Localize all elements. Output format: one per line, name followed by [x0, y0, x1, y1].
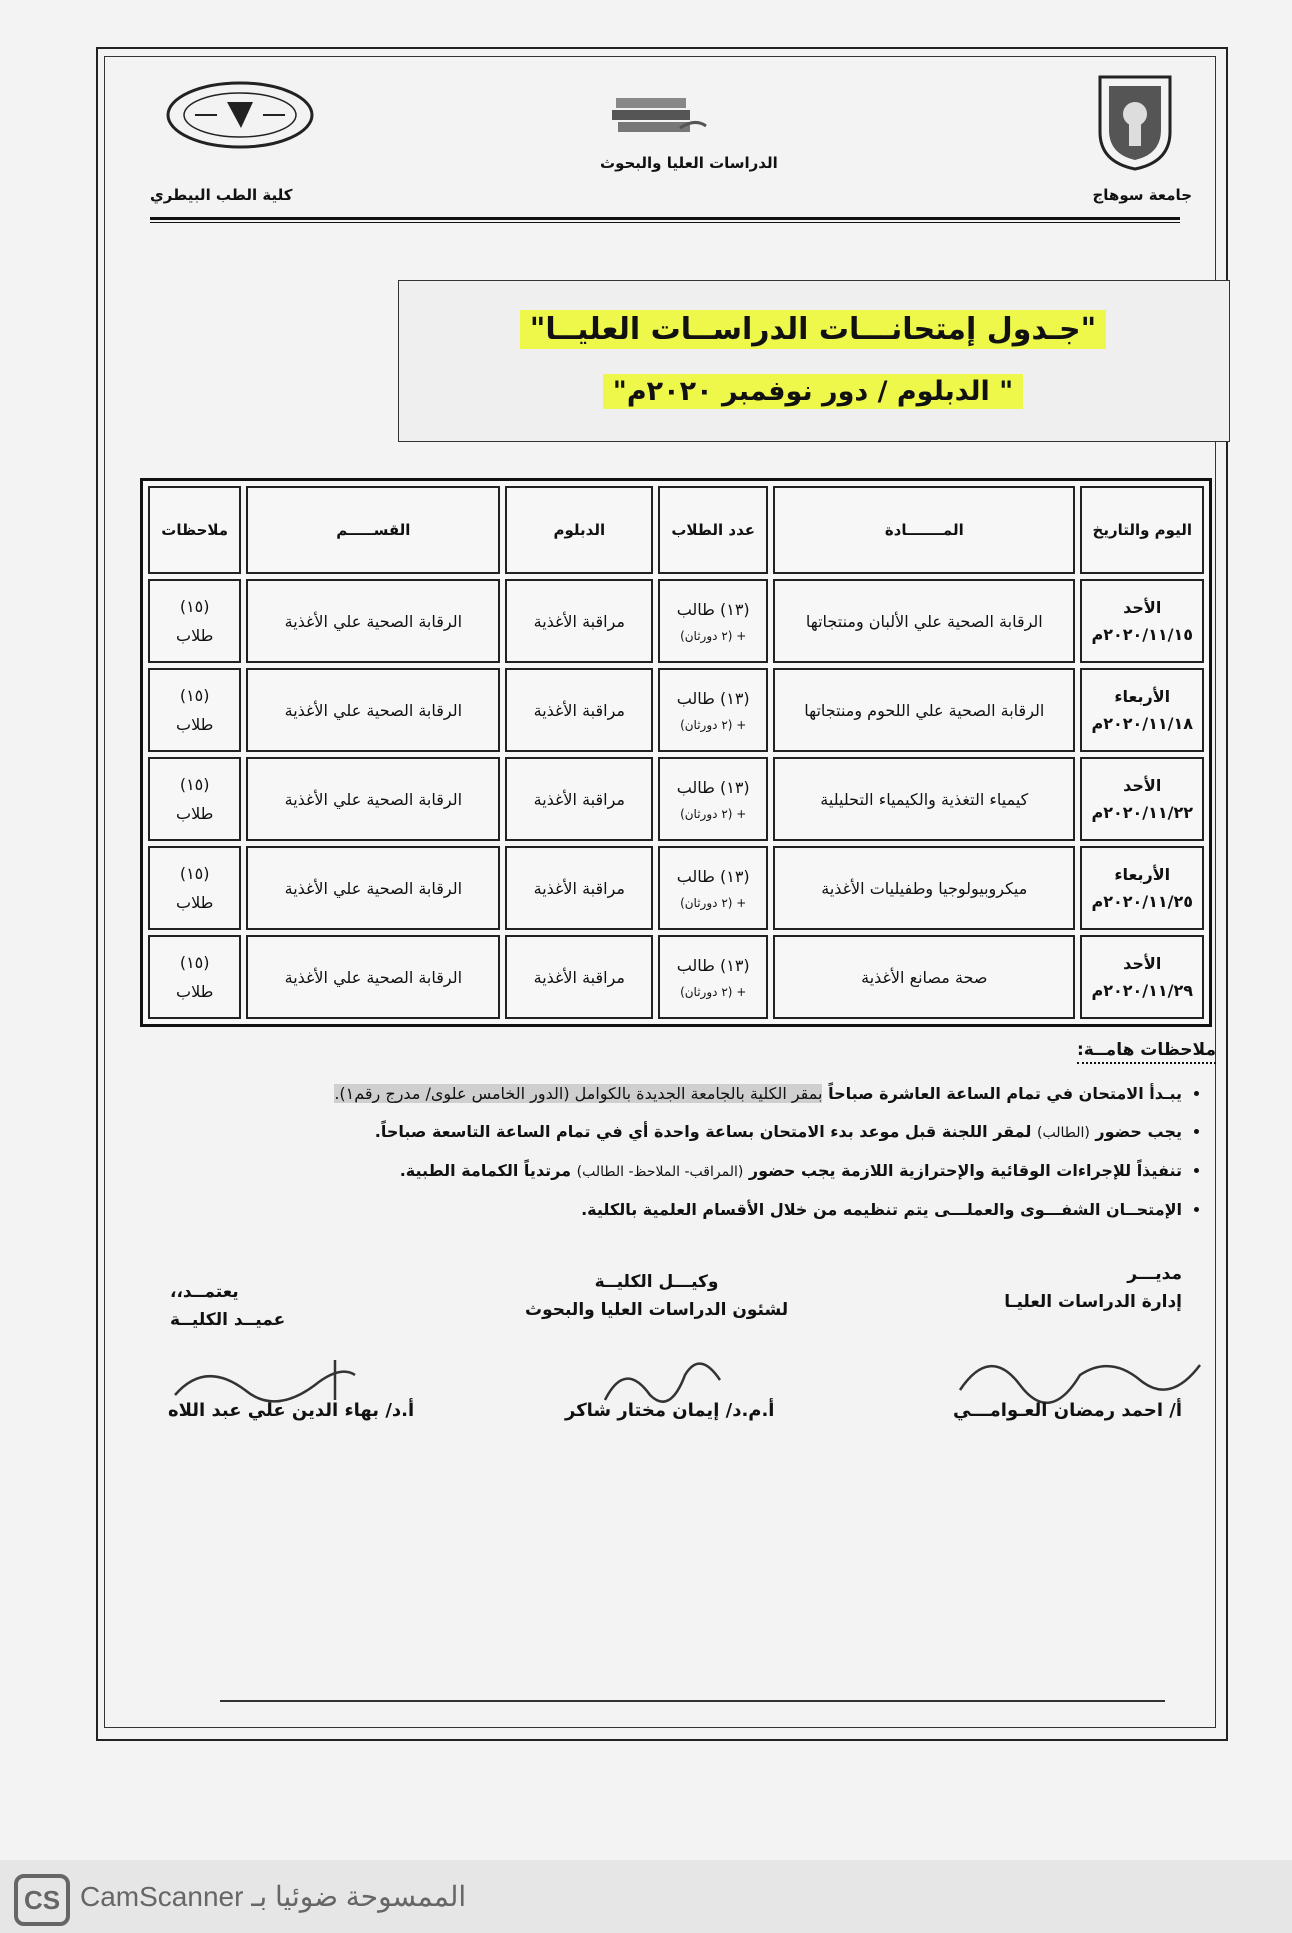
table-header-row: [148, 486, 1204, 574]
university-logo-icon: [1095, 72, 1175, 172]
subject-cell: الرقابة الصحية علي الألبان ومنتجاتها: [773, 579, 1075, 663]
subject-cell: ميكروبيولوجيا وطفيليات الأغذية: [773, 846, 1075, 930]
count-cell: (١٣) طالب + (٢ دورثان): [658, 757, 768, 841]
table-row: [148, 935, 1204, 1019]
scanner-caption: CamScanner الممسوحة ضوئيا بـ: [80, 1881, 467, 1912]
header-diploma: الدبلوم: [505, 486, 653, 574]
banner-title: "جـدول إمتحانـــات الدراســات العليــا": [398, 312, 1228, 347]
header-day: اليوم والتاريخ: [1080, 486, 1204, 574]
day-cell: الأربعاء ٢٠٢٠/١١/٢٥م: [1080, 846, 1204, 930]
day-cell: الأحد ٢٠٢٠/١١/١٥م: [1080, 579, 1204, 663]
header-divider-thin: [150, 222, 1180, 223]
header-divider: [150, 217, 1180, 220]
list-item: • يبـدأ الامتحان في تمام الساعة العاشرة صباحاً بمقر الكلية بالجامعة الجديدة بالكوامل (الدور الخامس علوى/ مدرج رقم١).: [182, 1082, 1182, 1106]
notes-heading: ملاحظات هامــة:: [1077, 1040, 1216, 1064]
diploma-cell: مراقبة الأغذية: [505, 846, 653, 930]
list-item: • الإمتحــان الشفـــوى والعملـــى يتم تنظيمه من خلال الأقسام العلمية بالكلية.: [182, 1198, 1182, 1222]
title-banner: [398, 280, 1228, 440]
director-name: أ/ احمد رمضان العـوامـــي: [952, 1400, 1182, 1421]
vice-dean-name: أ.م.د/ إيمان مختار شاكر: [565, 1400, 775, 1421]
table-row: [148, 757, 1204, 841]
notes-cell: (١٥) طلاب: [148, 579, 241, 663]
dept-cell: الرقابة الصحية علي الأغذية: [246, 579, 500, 663]
director-signature-scribble: [950, 1335, 1210, 1410]
university-name: جامعة سوهاج: [1092, 186, 1192, 204]
list-item: • يجب حضور (الطالب) لمقر اللجنة قبل موعد بدء الامتحان بساعة واحدة أي في تمام الساعة التاسعة صباحاً.: [182, 1120, 1182, 1145]
notes-cell: (١٥) طلاب: [148, 846, 241, 930]
day-cell: الأحد ٢٠٢٠/١١/٢٩م: [1080, 935, 1204, 1019]
notes-cell: (١٥) طلاب: [148, 935, 241, 1019]
notes-list: [182, 1082, 1212, 1236]
count-cell: (١٣) طالب + (٢ دورثان): [658, 579, 768, 663]
faculty-name: كلية الطب البيطري: [150, 186, 293, 204]
dept-cell: الرقابة الصحية علي الأغذية: [246, 668, 500, 752]
banner-subtitle: " الدبلوم / دور نوفمبر ٢٠٢٠م": [398, 376, 1228, 407]
table-row: [148, 668, 1204, 752]
dept-cell: الرقابة الصحية علي الأغذية: [246, 846, 500, 930]
director-signature-block: مديـــر إدارة الدراسات العليـا: [1004, 1264, 1182, 1312]
dean-name: أ.د/ بهاء الدين علي عبد اللاه: [168, 1400, 415, 1421]
list-item: • تنفيذاً للإجراءات الوقائية والإحترازية اللازمة يجب حضور (المراقب- الملاحظ- الطالب) مرتدياً الكمامة الطبية.: [182, 1159, 1182, 1184]
camscanner-logo-icon: CS: [14, 1874, 70, 1926]
subject-cell: الرقابة الصحية علي اللحوم ومنتجاتها: [773, 668, 1075, 752]
count-cell: (١٣) طالب + (٢ دورثان): [658, 846, 768, 930]
table-row: [148, 579, 1204, 663]
notes-cell: (١٥) طلاب: [148, 668, 241, 752]
notes-cell: (١٥) طلاب: [148, 757, 241, 841]
subject-cell: كيمياء التغذية والكيمياء التحليلية: [773, 757, 1075, 841]
header-subject: المـــــــادة: [773, 486, 1075, 574]
books-logo-icon: [610, 88, 710, 140]
count-cell: (١٣) طالب + (٢ دورثان): [658, 935, 768, 1019]
department-name: الدراسات العليا والبحوث: [600, 154, 778, 172]
vice-dean-signature-block: وكيـــل الكليــة لشئون الدراسات العليا والبحوث: [525, 1272, 789, 1320]
dept-cell: الرقابة الصحية علي الأغذية: [246, 757, 500, 841]
diploma-cell: مراقبة الأغذية: [505, 757, 653, 841]
exam-schedule-table: [140, 478, 1212, 1027]
bottom-divider: [220, 1700, 1165, 1702]
dean-signature-block: يعتمــد،، عميــد الكليــة: [170, 1282, 286, 1330]
table-row: [148, 846, 1204, 930]
faculty-logo-icon: [165, 80, 315, 150]
diploma-cell: مراقبة الأغذية: [505, 935, 653, 1019]
day-cell: الأربعاء ٢٠٢٠/١١/١٨م: [1080, 668, 1204, 752]
count-cell: (١٣) طالب + (٢ دورثان): [658, 668, 768, 752]
subject-cell: صحة مصانع الأغذية: [773, 935, 1075, 1019]
banner-box: [398, 280, 1230, 442]
diploma-cell: مراقبة الأغذية: [505, 579, 653, 663]
scanner-footer: [0, 1860, 1292, 1933]
header-notes: ملاحظات: [148, 486, 241, 574]
header-dept: القســـــم: [246, 486, 500, 574]
day-cell: الأحد ٢٠٢٠/١١/٢٢م: [1080, 757, 1204, 841]
diploma-cell: مراقبة الأغذية: [505, 668, 653, 752]
header-count: عدد الطلاب: [658, 486, 768, 574]
dept-cell: الرقابة الصحية علي الأغذية: [246, 935, 500, 1019]
